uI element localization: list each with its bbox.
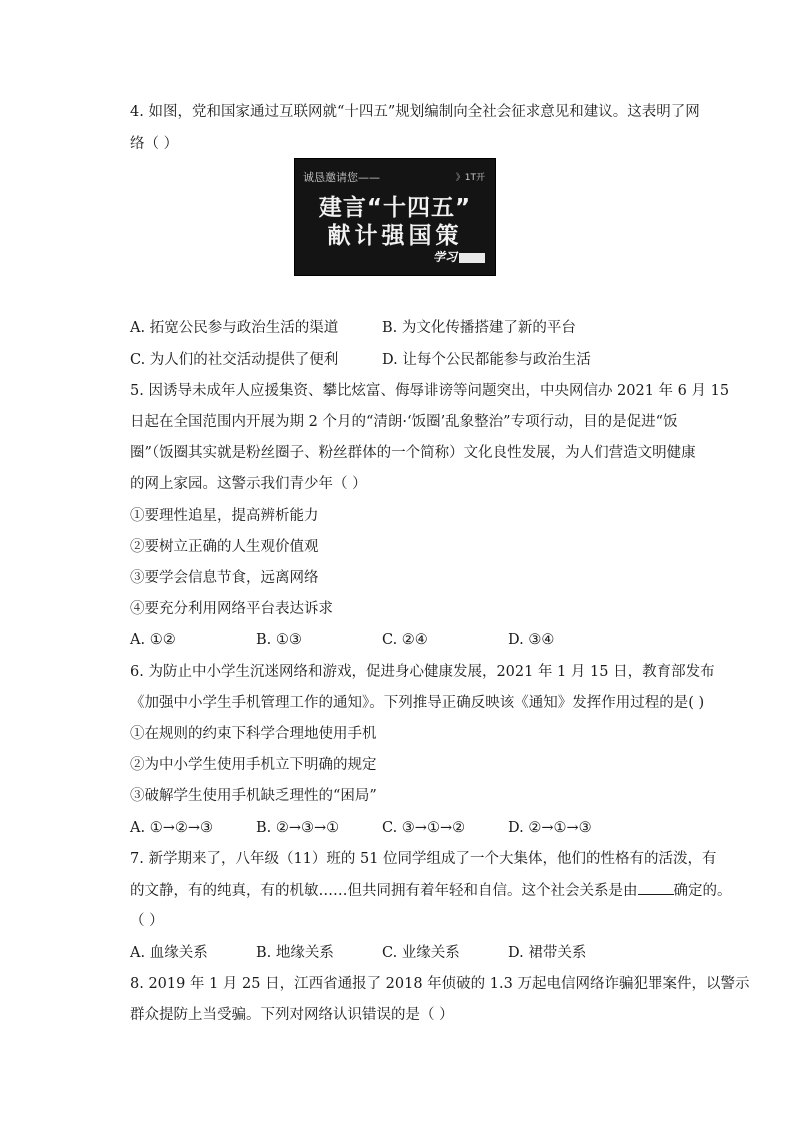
q5-item-1: ①要理性追星，提高辨析能力 [130, 508, 319, 524]
q7-stem-line2-post: 确定的。 [673, 883, 732, 899]
q4-option-d: D. 让每个公民都能参与政治生活 [382, 352, 591, 368]
q5-option-b: B. ①③ [256, 632, 302, 648]
q6-stem-line1: 6. 为防止中小学生沉迷网络和游戏，促进身心健康发展，2021 年 1 月 15 日，教育部发布 [130, 664, 715, 680]
q6-option-a: A. ①→②→③ [130, 820, 213, 836]
q5-item-4: ④要充分利用网络平台表达诉求 [130, 601, 333, 617]
figure-top-right-text: 》1T开 [455, 173, 485, 183]
q7-stem-line2-pre: 的文静，有的纯真，有的机敏……但共同拥有着年轻和自信。这个社会关系是由 [130, 883, 638, 899]
q4-figure-image [294, 158, 496, 276]
figure-headline-2: 献计强国策 [327, 223, 463, 249]
q6-stem-line2: 《加强中小学生手机管理工作的通知》。下列推导正确反映该《通知》发挥作用过程的是( ) [130, 695, 705, 711]
q5-stem-line3: 圈”（饭圈其实就是粉丝圈子、粉丝群体的一个简称）文化良性发展，为人们营造文明健康 [130, 445, 696, 461]
q5-stem-line2: 日起在全国范围内开展为期 2 个月的“清朗·‘饭圈’乱象整治”专项行动，目的是促进“饭 [130, 414, 678, 430]
q7-stem-line2 [130, 880, 732, 901]
q7-option-c: C. 业缘关系 [382, 945, 460, 961]
q7-stem-line3: （ ） [130, 913, 164, 929]
q7-answer-blank [638, 880, 674, 895]
q5-option-c: C. ②④ [382, 632, 428, 648]
figure-logo: 学习 [433, 248, 485, 265]
q7-option-d: D. 裙带关系 [508, 945, 587, 961]
q6-option-b: B. ②→③→① [256, 820, 340, 836]
q5-item-2: ②要树立正确的人生观价值观 [130, 539, 319, 555]
q4-option-a: A. 拓宽公民参与政治生活的渠道 [130, 320, 339, 336]
figure-top-text: 诚恳邀请您—— [303, 171, 380, 184]
q4-stem-line2: 络（ ） [130, 136, 179, 152]
q5-option-d: D. ③④ [508, 632, 555, 648]
q6-item-1: ①在规则的约束下科学合理地使用手机 [130, 726, 377, 742]
q7-option-a: A. 血缘关系 [130, 945, 208, 961]
q4-stem-line1: 4. 如图，党和国家通过互联网就“十四五”规划编制向全社会征求意见和建议。这表明了网 [130, 104, 700, 120]
q5-option-a: A. ①② [130, 632, 176, 648]
q4-option-b: B. 为文化传播搭建了新的平台 [382, 320, 576, 336]
q5-stem-line1: 5. 因诱导未成年人应援集资、攀比炫富、侮辱诽谤等问题突出，中央网信办 2021 年 6 月 15 [130, 383, 730, 399]
q7-stem-line1: 7. 新学期来了，八年级（11）班的 51 位同学组成了一个大集体，他们的性格有的活泼，有 [130, 851, 717, 867]
q6-item-3: ③破解学生使用手机缺乏理性的“困局” [130, 788, 377, 804]
q7-option-b: B. 地缘关系 [256, 945, 334, 961]
q5-stem-line4: 的网上家园。这警示我们青少年（ ） [130, 476, 367, 492]
q8-stem-line2: 群众提防上当受骗。下列对网络认识错误的是（ ） [130, 1007, 454, 1023]
q5-item-3: ③要学会信息节食，远离网络 [130, 570, 319, 586]
figure-headline-1: 建言“十四五” [318, 195, 472, 221]
q4-option-c: C. 为人们的社交活动提供了便利 [130, 352, 339, 368]
logo-box-icon [459, 253, 485, 263]
q8-stem-line1: 8. 2019 年 1 月 25 日，江西省通报了 2018 年侦破的 1.3 万起电信网络诈骗犯罪案件，以警示 [130, 976, 750, 992]
q6-option-c: C. ③→①→② [382, 820, 466, 836]
q6-option-d: D. ②→①→③ [508, 820, 592, 836]
q6-item-2: ②为中小学生使用手机立下明确的规定 [130, 757, 377, 773]
